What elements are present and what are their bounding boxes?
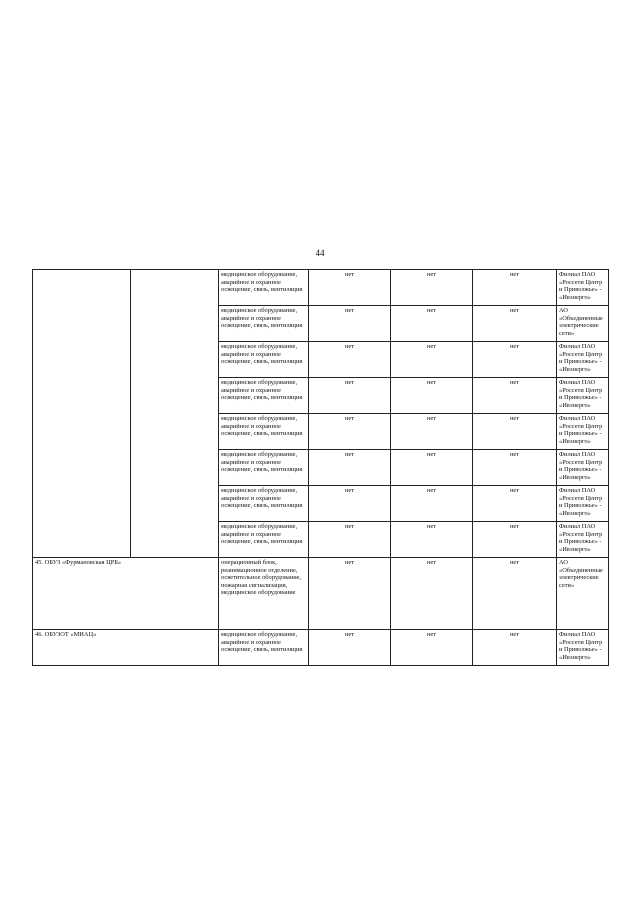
equipment-cell: медицинское оборудование, аварийное и охранное освещение, связь, вентиляция [219, 450, 309, 486]
value-cell: нет [391, 306, 473, 342]
value-cell: нет [309, 378, 391, 414]
value-cell: нет [473, 558, 557, 630]
supplier-cell: Филиал ПАО «Россети Центр и Приволжье» - «Ивэнерго» [557, 450, 609, 486]
value-cell: нет [309, 414, 391, 450]
supplier-cell: Филиал ПАО «Россети Центр и Приволжье» - «Ивэнерго» [557, 630, 609, 666]
value-cell: нет [473, 342, 557, 378]
page-number: 44 [315, 248, 325, 258]
equipment-cell: медицинское оборудование, аварийное и охранное освещение, связь, вентиляция [219, 486, 309, 522]
equipment-cell: медицинское оборудование, аварийное и охранное освещение, связь, вентиляция [219, 522, 309, 558]
supplier-cell: Филиал ПАО «Россети Центр и Приволжье» - «Ивэнерго» [557, 378, 609, 414]
table-row [33, 558, 609, 630]
value-cell: нет [391, 522, 473, 558]
value-cell: нет [391, 342, 473, 378]
value-cell: нет [309, 486, 391, 522]
value-cell: нет [473, 450, 557, 486]
supplier-cell: Филиал ПАО «Россети Центр и Приволжье» - «Ивэнерго» [557, 414, 609, 450]
org-cell: 45. ОБУЗ «Фурмановская ЦРБ» [33, 558, 219, 630]
value-cell: нет [309, 270, 391, 306]
value-cell: нет [473, 486, 557, 522]
supplier-cell: Филиал ПАО «Россети Центр и Приволжье» - «Ивэнерго» [557, 342, 609, 378]
org-cell [33, 270, 131, 558]
supplier-cell: Филиал ПАО «Россети Центр и Приволжье» - «Ивэнерго» [557, 486, 609, 522]
equipment-cell: операционный блок, реанимационное отделение, осветительное оборудование, пожарная сигнализация, медицинское оборудование [219, 558, 309, 630]
equipment-cell: медицинское оборудование, аварийное и охранное освещение, связь, вентиляция [219, 342, 309, 378]
value-cell: нет [473, 414, 557, 450]
value-cell: нет [309, 342, 391, 378]
supplier-cell: Филиал ПАО «Россети Центр и Приволжье» - «Ивэнерго» [557, 522, 609, 558]
supplier-cell: АО «Объединенные электрические сети» [557, 558, 609, 630]
value-cell: нет [309, 306, 391, 342]
document-table [32, 269, 609, 666]
equipment-cell: медицинское оборудование, аварийное и охранное освещение, связь, вентиляция [219, 270, 309, 306]
table-row [33, 630, 609, 666]
org-cell: 46. ОБУЗОТ «МИАЦ» [33, 630, 219, 666]
equipment-cell: медицинское оборудование, аварийное и охранное освещение, связь, вентиляция [219, 414, 309, 450]
table-row [33, 270, 609, 306]
value-cell: нет [473, 306, 557, 342]
blank-cell [131, 270, 219, 558]
equipment-cell: медицинское оборудование, аварийное и охранное освещение, связь, вентиляция [219, 306, 309, 342]
equipment-cell: медицинское оборудование, аварийное и охранное освещение, связь, вентиляция [219, 378, 309, 414]
value-cell: нет [473, 522, 557, 558]
value-cell: нет [473, 270, 557, 306]
supplier-cell: Филиал ПАО «Россети Центр и Приволжье» - «Ивэнерго» [557, 270, 609, 306]
value-cell: нет [391, 450, 473, 486]
value-cell: нет [391, 630, 473, 666]
supplier-cell: АО «Объединенные электрические сети» [557, 306, 609, 342]
equipment-cell: медицинское оборудование, аварийное и охранное освещение, связь, вентиляция [219, 630, 309, 666]
value-cell: нет [309, 450, 391, 486]
value-cell: нет [391, 414, 473, 450]
value-cell: нет [391, 558, 473, 630]
value-cell: нет [473, 630, 557, 666]
value-cell: нет [309, 630, 391, 666]
value-cell: нет [391, 378, 473, 414]
value-cell: нет [309, 522, 391, 558]
value-cell: нет [309, 558, 391, 630]
value-cell: нет [391, 486, 473, 522]
value-cell: нет [473, 378, 557, 414]
value-cell: нет [391, 270, 473, 306]
